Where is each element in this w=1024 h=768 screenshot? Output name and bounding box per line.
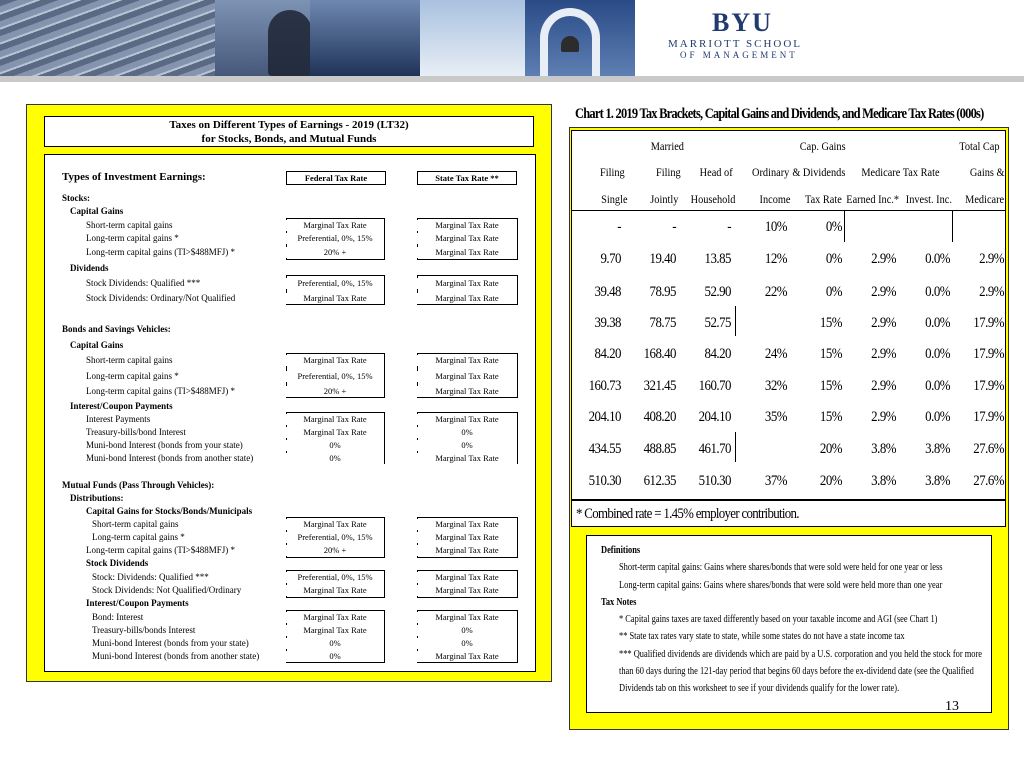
subsection-label: Interest/Coupon Payments: [86, 598, 189, 608]
table-header-divider: [571, 210, 1006, 211]
cell-medicare-earned: 2.9%: [871, 315, 896, 331]
row-label: Long-term capital gains (TI>$488MFJ) *: [86, 545, 236, 555]
cell-medicare-invest: 3.8%: [925, 441, 950, 457]
fed-rate-cell: Marginal Tax Rate: [286, 355, 384, 366]
fed-rate-cell: 20% +: [286, 247, 384, 258]
section-stocks: Stocks:: [62, 193, 91, 203]
cell-medicare-earned: 3.8%: [871, 441, 896, 457]
header-filing-single: Filing: [600, 165, 625, 179]
cell-capgains-rate: 0%: [825, 251, 842, 267]
state-rate-cell: Marginal Tax Rate: [417, 278, 517, 289]
table-grid-line: [735, 306, 736, 336]
tax-notes-heading: Tax Notes: [601, 597, 637, 608]
subsection-label: Capital Gains: [70, 206, 124, 216]
cell-ordinary-rate: 37%: [764, 473, 787, 489]
table-grid-line: [844, 210, 845, 242]
cell-jointly: -: [672, 219, 676, 235]
long-term-definition: Long-term capital gains: Gains where shares/bonds that were sold were held more than one year: [619, 580, 943, 591]
state-rate-cell: Marginal Tax Rate: [417, 355, 517, 366]
tax-note-3c: Dividends tab on this worksheet to see if your dividends qualify for the lower rate).: [619, 683, 900, 694]
state-rate-cell: Marginal Tax Rate: [417, 371, 517, 382]
header-gains-and: Gains &: [969, 165, 1005, 179]
types-header: Types of Investment Earnings:: [62, 171, 206, 183]
state-rate-cell: Marginal Tax Rate: [417, 247, 517, 258]
row-label: Long-term capital gains *: [86, 371, 179, 381]
state-rate-cell: Marginal Tax Rate: [417, 545, 517, 556]
state-rate-cell: Marginal Tax Rate: [417, 572, 517, 583]
cell-ordinary-rate: 12%: [764, 251, 787, 267]
cell-jointly: 612.35: [643, 473, 676, 489]
subsection-label: Interest/Coupon Payments: [70, 401, 173, 411]
left-title-box: [44, 116, 534, 147]
school-subname: OF MANAGEMENT: [680, 50, 798, 60]
cell-capgains-rate: 20%: [819, 473, 842, 489]
state-rate-cell: Marginal Tax Rate: [417, 233, 517, 244]
cell-ordinary-rate: 35%: [764, 409, 787, 425]
cell-medicare-invest: 0.0%: [925, 409, 950, 425]
header-total-cap: Total Cap: [959, 139, 1000, 153]
definitions-heading: Definitions: [601, 545, 641, 556]
banner-divider: [0, 76, 1024, 82]
cell-medicare-earned: 2.9%: [871, 346, 896, 362]
header-dividends: & Dividends: [792, 165, 846, 179]
subsection-label: Distributions:: [70, 493, 124, 503]
cell-medicare-earned: 2.9%: [871, 409, 896, 425]
subsection-label: Capital Gains for Stocks/Bonds/Municipals: [86, 506, 253, 516]
table-grid-line: [735, 432, 736, 462]
header-jointly: Jointly: [650, 192, 679, 206]
state-rate-cell: Marginal Tax Rate: [417, 532, 517, 543]
row-label: Short-term capital gains: [92, 519, 179, 529]
row-label: Interest Payments: [86, 414, 151, 424]
fed-rate-cell: Marginal Tax Rate: [286, 585, 384, 596]
state-rate-cell: Marginal Tax Rate: [417, 612, 517, 623]
state-rate-cell: 0%: [417, 638, 517, 649]
row-label: Stock: Dividends: Qualified ***: [92, 572, 209, 582]
cell-total-rate: 17.9%: [973, 315, 1004, 331]
header-filing-jointly: Filing: [656, 165, 681, 179]
fed-rate-cell: Marginal Tax Rate: [286, 427, 384, 438]
header-medicare: Medicare: [965, 192, 1005, 206]
cell-jointly: 488.85: [643, 441, 676, 457]
fed-rate-cell: 20% +: [286, 386, 384, 397]
header-cap-gains: Cap. Gains: [799, 139, 846, 153]
header-medicare-tax-rate: Medicare Tax Rate: [861, 165, 940, 179]
table-grid-line: [952, 210, 953, 242]
row-label: Treasury-bills/bond Interest: [86, 427, 186, 437]
header-tax-rate: Tax Rate: [804, 192, 842, 206]
cell-jointly: 168.40: [643, 346, 676, 362]
cell-capgains-rate: 15%: [819, 378, 842, 394]
row-label: Treasury-bills/bonds Interest: [92, 625, 196, 635]
tax-note-1: * Capital gains taxes are taxed differently based on your taxable income and AGI (see Chart 1): [619, 614, 938, 625]
fed-rate-cell: Marginal Tax Rate: [286, 414, 384, 425]
cell-capgains-rate: 20%: [819, 441, 842, 457]
cell-total-rate: 2.9%: [979, 284, 1004, 300]
row-label: Muni-bond Interest (bonds from another state): [86, 453, 254, 463]
statue-image: [268, 10, 312, 76]
cell-medicare-earned: 2.9%: [871, 284, 896, 300]
state-rate-cell: Marginal Tax Rate: [417, 453, 517, 464]
cell-jointly: 78.75: [649, 315, 676, 331]
row-label: Muni-bond Interest (bonds from your state): [92, 638, 249, 648]
bell-icon: [561, 36, 579, 52]
header-household: Household: [690, 192, 736, 206]
cell-medicare-invest: 0.0%: [925, 284, 950, 300]
cell-single: 510.30: [588, 473, 621, 489]
chart-title: Chart 1. 2019 Tax Brackets, Capital Gains and Dividends, and Medicare Tax Rates (000s): [575, 106, 984, 122]
row-label: Short-term capital gains: [86, 355, 173, 365]
state-rate-cell: 0%: [417, 440, 517, 451]
cell-single: 9.70: [600, 251, 621, 267]
fed-rate-cell: 20% +: [286, 545, 384, 556]
fed-rate-cell: 0%: [286, 638, 384, 649]
cell-ordinary-rate: 22%: [764, 284, 787, 300]
cell-household: 52.90: [704, 284, 731, 300]
header-head-of: Head of: [699, 165, 733, 179]
header-ordinary: Ordinary: [752, 165, 790, 179]
header-income: Income: [759, 192, 791, 206]
fed-rate-cell: Marginal Tax Rate: [286, 519, 384, 530]
section-bonds: Bonds and Savings Vehicles:: [62, 324, 171, 334]
cell-single: 84.20: [594, 346, 621, 362]
fed-rate-cell: Marginal Tax Rate: [286, 625, 384, 636]
fed-rate-cell: Marginal Tax Rate: [286, 612, 384, 623]
cell-ordinary-rate: 24%: [764, 346, 787, 362]
cell-medicare-invest: 3.8%: [925, 473, 950, 489]
state-rate-cell: Marginal Tax Rate: [417, 414, 517, 425]
cell-capgains-rate: 15%: [819, 315, 842, 331]
state-rate-cell: Marginal Tax Rate: [417, 220, 517, 231]
state-rate-cell: 0%: [417, 625, 517, 636]
state-column-header: State Tax Rate **: [417, 171, 517, 185]
cell-capgains-rate: 15%: [819, 346, 842, 362]
cell-medicare-invest: 0.0%: [925, 251, 950, 267]
state-rate-cell: Marginal Tax Rate: [417, 651, 517, 662]
left-title-line2: for Stocks, Bonds, and Mutual Funds: [201, 133, 377, 145]
row-label: Muni-bond Interest (bonds from your state): [86, 440, 243, 450]
cell-single: 434.55: [588, 441, 621, 457]
cell-medicare-earned: 2.9%: [871, 378, 896, 394]
row-label: Long-term capital gains (TI>$488MFJ) *: [86, 247, 236, 257]
header-earned-inc: Earned Inc.*: [846, 192, 900, 206]
tax-note-3b: than 60 days during the 121-day period that begins 60 days before the ex-dividend date (see the Qualified: [619, 666, 974, 677]
fed-rate-cell: 0%: [286, 453, 384, 464]
cell-medicare-earned: 2.9%: [871, 251, 896, 267]
fed-rate-cell: Preferential, 0%, 15%: [286, 278, 384, 289]
cell-total-rate: 17.9%: [973, 378, 1004, 394]
row-label: Stock Dividends: Not Qualified/Ordinary: [92, 585, 242, 595]
short-term-definition: Short-term capital gains: Gains where shares/bonds that were sold were held for one year or less: [619, 562, 943, 573]
school-name: MARRIOTT SCHOOL: [668, 38, 803, 50]
cell-household: 13.85: [704, 251, 731, 267]
cell-jointly: 78.95: [649, 284, 676, 300]
row-label: Stock Dividends: Ordinary/Not Qualified: [86, 293, 236, 303]
cell-capgains-rate: 15%: [819, 409, 842, 425]
cell-household: 160.70: [698, 378, 731, 394]
banner-photo-building: [0, 0, 215, 76]
cell-total-rate: 2.9%: [979, 251, 1004, 267]
row-label: Bond: Interest: [92, 612, 144, 622]
cell-medicare-earned: 3.8%: [871, 473, 896, 489]
row-label: Long-term capital gains *: [86, 233, 179, 243]
banner-photo-sky: [420, 0, 525, 76]
fed-rate-cell: 0%: [286, 651, 384, 662]
cell-single: 160.73: [588, 378, 621, 394]
fed-rate-cell: Preferential, 0%, 15%: [286, 371, 384, 382]
row-label: Stock Dividends: Qualified ***: [86, 278, 201, 288]
fed-rate-cell: Marginal Tax Rate: [286, 293, 384, 304]
section-mutual-funds: Mutual Funds (Pass Through Vehicles):: [62, 480, 215, 490]
federal-column-header: Federal Tax Rate: [286, 171, 386, 185]
cell-jointly: 19.40: [649, 251, 676, 267]
state-rate-cell: Marginal Tax Rate: [417, 293, 517, 304]
cell-jointly: 408.20: [643, 409, 676, 425]
banner-photo-logo: [310, 0, 420, 76]
row-label: Muni-bond Interest (bonds from another state): [92, 651, 260, 661]
tax-note-2: ** State tax rates vary state to state, while some states do not have a state income tax: [619, 631, 905, 642]
cell-capgains-rate: 0%: [825, 284, 842, 300]
cell-capgains-rate: 0%: [825, 219, 842, 235]
cell-single: 39.48: [594, 284, 621, 300]
subsection-label: Capital Gains: [70, 340, 124, 350]
left-title-line1: Taxes on Different Types of Earnings - 2019 (LT32): [169, 119, 409, 131]
header-invest-inc: Invest. Inc.: [905, 192, 952, 206]
cell-household: 84.20: [704, 346, 731, 362]
cell-single: -: [617, 219, 621, 235]
fed-rate-cell: Preferential, 0%, 15%: [286, 572, 384, 583]
byu-logo: BYU: [712, 8, 773, 37]
cell-ordinary-rate: 32%: [764, 378, 787, 394]
header-single: Single: [601, 192, 628, 206]
state-rate-cell: Marginal Tax Rate: [417, 585, 517, 596]
cell-household: -: [727, 219, 731, 235]
cell-household: 52.75: [704, 315, 731, 331]
cell-medicare-invest: 0.0%: [925, 346, 950, 362]
subsection-label: Stock Dividends: [86, 558, 149, 568]
page-number: 13: [945, 699, 959, 714]
header-banner: [0, 0, 1024, 76]
cell-single: 204.10: [588, 409, 621, 425]
state-rate-cell: Marginal Tax Rate: [417, 386, 517, 397]
employer-footnote: * Combined rate = 1.45% employer contribution.: [576, 506, 799, 522]
cell-household: 510.30: [698, 473, 731, 489]
state-rate-cell: Marginal Tax Rate: [417, 519, 517, 530]
cell-single: 39.38: [594, 315, 621, 331]
cell-total-rate: 17.9%: [973, 409, 1004, 425]
cell-household: 461.70: [698, 441, 731, 457]
cell-ordinary-rate: 10%: [764, 219, 787, 235]
state-rate-cell: 0%: [417, 427, 517, 438]
cell-total-rate: 27.6%: [973, 441, 1004, 457]
cell-total-rate: 17.9%: [973, 346, 1004, 362]
subsection-label: Dividends: [70, 263, 109, 273]
cell-jointly: 321.45: [643, 378, 676, 394]
fed-rate-cell: Marginal Tax Rate: [286, 220, 384, 231]
row-label: Short-term capital gains: [86, 220, 173, 230]
row-label: Long-term capital gains (TI>$488MFJ) *: [86, 386, 236, 396]
row-label: Long-term capital gains *: [92, 532, 185, 542]
cell-total-rate: 27.6%: [973, 473, 1004, 489]
tax-note-3a: *** Qualified dividends are dividends which are paid by a U.S. corporation and you held the stock for more: [619, 649, 982, 660]
fed-rate-cell: Preferential, 0%, 15%: [286, 233, 384, 244]
fed-rate-cell: 0%: [286, 440, 384, 451]
cell-medicare-invest: 0.0%: [925, 315, 950, 331]
header-married: Married: [650, 139, 684, 153]
cell-household: 204.10: [698, 409, 731, 425]
fed-rate-cell: Preferential, 0%, 15%: [286, 532, 384, 543]
cell-medicare-invest: 0.0%: [925, 378, 950, 394]
